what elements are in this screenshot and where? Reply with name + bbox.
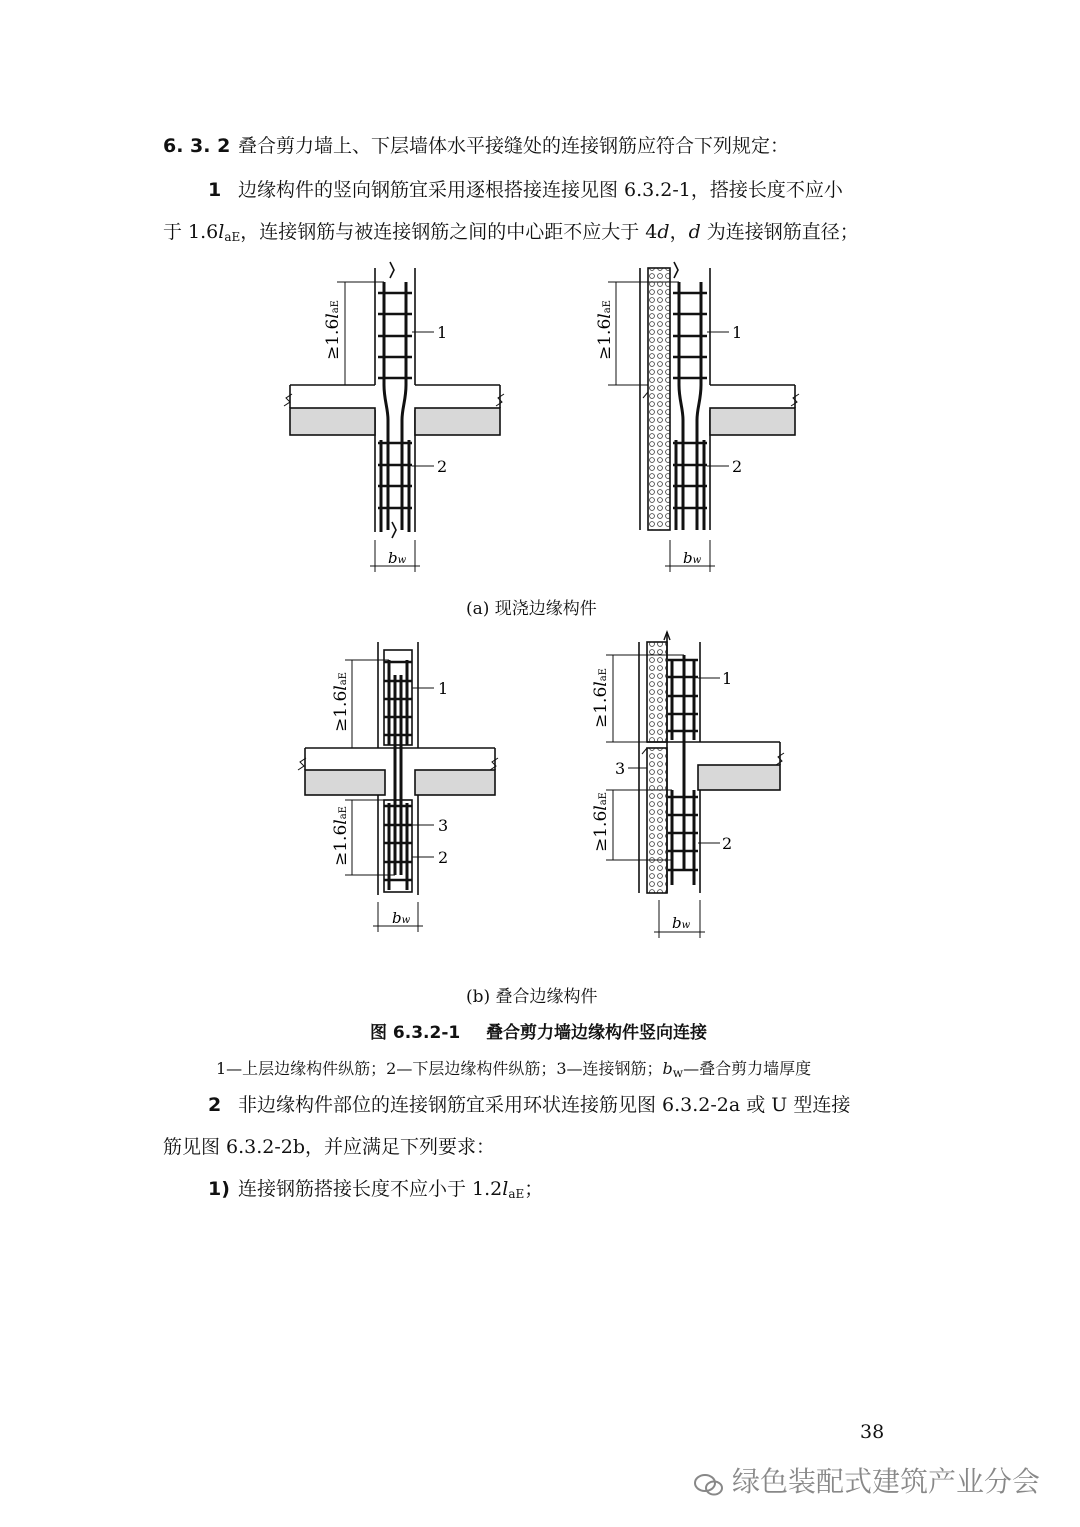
figure-title: 叠合剪力墙边缘构件竖向连接 (486, 1023, 708, 1043)
figure-number: 图 6.3.2-1 (370, 1023, 461, 1043)
dim-a-right: ≥1.6laE (595, 300, 615, 360)
item1-d: d (657, 221, 670, 243)
item2-text2: 筋见图 6.3.2-2b，并应满足下列要求： (163, 1136, 496, 1158)
label-2-b-right: 2 (722, 834, 733, 853)
subcaption-b: (b) 叠合边缘构件 (466, 987, 598, 1007)
diagram-b-right (606, 632, 784, 938)
legend-text-a: 1—上层边缘构件纵筋；2—下层边缘构件纵筋；3—连接钢筋； (216, 1059, 663, 1078)
label-3-b-left: 3 (438, 816, 449, 835)
page-number: 38 (860, 1421, 885, 1443)
item2-number: 2 (208, 1094, 222, 1116)
subcaption-a: (a) 现浇边缘构件 (466, 599, 597, 619)
section-title: 叠合剪力墙上、下层墙体水平接缝处的连接钢筋应符合下列规定： (238, 135, 790, 157)
item2-1-text: 连接钢筋搭接长度不应小于 1.2 (238, 1178, 503, 1200)
item2-1-number: 1) (208, 1178, 230, 1200)
item1-text-a: 于 1.6 (163, 221, 219, 243)
item1-sub: aE (224, 230, 241, 244)
label-3-b-right: 3 (615, 759, 626, 778)
dim-a-left: ≥1.6laE (323, 300, 343, 360)
item1-text-b: ，连接钢筋与被连接钢筋之间的中心距不应大于 4 (240, 221, 658, 243)
label-1-a-left: 1 (437, 323, 448, 342)
diagram-b-left (298, 642, 498, 932)
dim-b-left-bottom: ≥1.6laE (331, 806, 351, 866)
item1-text-c: ， (669, 221, 689, 243)
item2-1-sub: aE (508, 1187, 525, 1201)
figure-caption (370, 1018, 707, 1043)
diagram-a-right (608, 262, 799, 572)
bw-b-right: bw (672, 914, 691, 932)
legend-text-c: —叠合剪力墙厚度 (683, 1059, 812, 1078)
item1-l: l (218, 221, 225, 243)
item1-text: 边缘构件的竖向钢筋宜采用逐根搭接连接见图 6.3.2-1，搭接长度不应小 (238, 179, 843, 201)
dim-b-left-top: ≥1.6laE (331, 672, 351, 732)
figure-legend (216, 1056, 811, 1080)
wechat-icon (694, 1471, 724, 1495)
label-1-a-right: 1 (732, 323, 743, 342)
item1-text-e: 为连接钢筋直径； (700, 221, 859, 243)
legend-b: b (662, 1059, 673, 1078)
label-1-b-right: 1 (722, 669, 733, 688)
label-1-b-left: 1 (438, 679, 449, 698)
item1-number: 1 (208, 179, 222, 201)
label-2-a-right: 2 (732, 457, 743, 476)
section-number: 6. 3. 2 (163, 135, 231, 157)
item2-1-end: ； (524, 1178, 544, 1200)
bw-a-left: bw (388, 549, 407, 567)
item1-d2: d (688, 221, 701, 243)
item2-text1: 非边缘构件部位的连接钢筋宜采用环状连接筋见图 6.3.2-2a 或 U 型连接 (238, 1094, 851, 1116)
bw-b-left: bw (392, 909, 411, 927)
label-2-b-left: 2 (438, 848, 449, 867)
legend-bsub: w (672, 1066, 684, 1080)
dim-b-right-bottom: ≥1.6laE (591, 792, 611, 852)
watermark-text: 绿色装配式建筑产业分会 (731, 1465, 1040, 1498)
diagram-a-left (284, 262, 504, 572)
bw-a-right: bw (683, 549, 702, 567)
dim-b-right-top: ≥1.6laE (591, 668, 611, 728)
watermark (694, 1460, 1040, 1500)
item2-1-l: l (502, 1178, 509, 1200)
label-2-a-left: 2 (437, 457, 448, 476)
